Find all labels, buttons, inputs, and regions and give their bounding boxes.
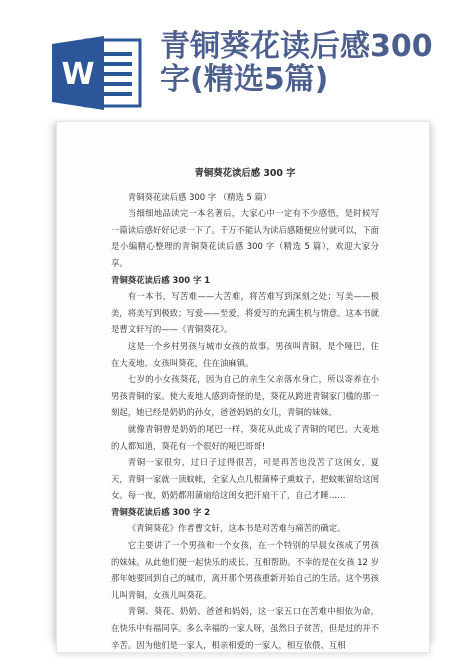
document-subtitle: 青铜葵花读后感 300 字 （精选 5 篇） — [127, 191, 272, 202]
paragraph: 这是一个乡村男孩与城市女孩的故事。男孩叫青铜，是个哑巴，住在大麦地。女孩叫葵花，住在油麻镇。 — [111, 340, 379, 368]
document-body — [111, 166, 379, 653]
paragraph: 有一本书，写苦难——大苦难，将苦难写到深刻之处；写美——极美，将美写到极致；写爱——至爱，将爱写的充满生机与情意。这本书就是曹文轩写的——《青铜葵花》。 — [111, 291, 379, 335]
paragraph: 青铜、葵花、奶奶、爸爸和妈妈，这一家五口在苦难中相依为命，在快乐中有福同享。多么幸福的一家人呀，虽然日子贫苦，但是过的并不辛苦。因为他们是一家人，相亲相爱的一家人，相互依偎、互相 — [111, 606, 379, 650]
intro-paragraph: 当细细地品读完一本名著后，大家心中一定有不少感悟，是时候写一篇读后感好好记录一下了。千万不能认为读后感随便应付就可以，下面是小编精心整理的青铜葵花读后感 300 字（精选 5 篇），欢迎大家分享。 — [111, 208, 379, 268]
page-title: 青铜葵花读后感300字(精选5篇) — [160, 29, 433, 97]
paragraph: 它主要讲了一个男孩和一个女孩，在一个特别的早晨女孩成了男孩的妹妹。从此他们便一起快乐的成长、互相帮助。不幸的是在女孩 12 岁那年她要回到自己的城市，离开那个男孩重新开始自己的生活。这个男孩儿叫青铜，女孩儿叫葵花。 — [111, 540, 379, 600]
paragraph: 七岁的小女孩葵花，因为自己的亲生父亲落水身亡，所以寄养在小男孩青铜的家。使大麦地人感到奇怪的是，葵花从跨进青铜家门槛的那一刻起，她已经是奶奶的孙女，爸爸妈妈的女儿，青铜的妹妹。 — [111, 374, 379, 418]
paragraph: 《青铜葵花》作者曹文轩，这本书是对苦难与痛苦的确定。 — [127, 523, 346, 534]
section-heading-2: 青铜葵花读后感 300 字 2 — [111, 506, 211, 517]
document-title: 青铜葵花读后感 300 字 — [194, 168, 296, 179]
paragraph: 青铜一家很穷，过日子过得很苦，可是再苦也没苦了这闺女，夏天，青铜一家就一顶蚊帐，全家人点几根蒲棒子熏蚊子，把蚊帐留给这闺女。每一夜，奶奶都用蒲扇给这闺女把汗扇干了，自己才睡…… — [111, 457, 379, 501]
paragraph: 就像青铜曾是奶奶的尾巴一样，葵花从此成了青铜的尾巴。大麦地的人都知道，葵花有一个很好的哑巴哥哥! — [111, 423, 379, 451]
section-heading-1: 青铜葵花读后感 300 字 1 — [111, 274, 211, 285]
document-page — [56, 121, 430, 653]
svg-text:W: W — [61, 57, 95, 92]
word-icon — [52, 34, 144, 112]
header — [0, 0, 474, 110]
